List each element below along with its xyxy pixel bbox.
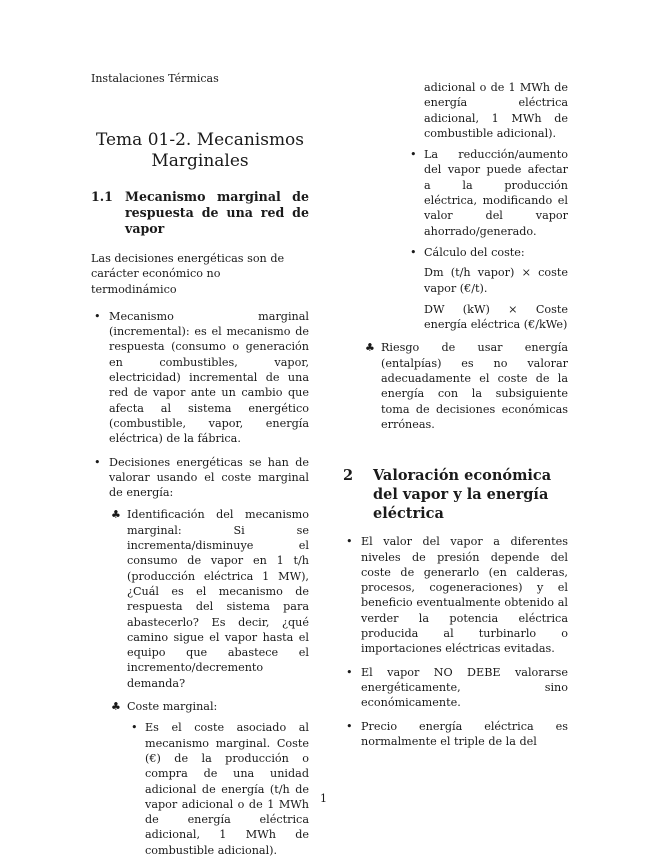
list-item <box>91 309 309 447</box>
sub-sub-list-item: • Es el coste asociado al mecanismo marginal. Coste (€) de la producción o compra de una unidad adicional de energía (t/h de vapor adicional o de 1 MWh de energía eléctrica adicional, 1 MWh de combustible adicional). <box>127 720 309 858</box>
section-heading-2 <box>343 466 568 523</box>
left-column <box>91 130 309 866</box>
list-item <box>91 455 309 858</box>
sub-sub-list <box>127 720 309 858</box>
section-title: Valoración económica del vapor y la energía eléctrica <box>373 467 552 523</box>
section-title: Mecanismo marginal de respuesta de una red de vapor <box>125 189 309 236</box>
calc-line-1: Dm (t/h vapor) × coste vapor (€/t). <box>424 266 568 295</box>
list-item-text: Precio energía eléctrica es normalmente el triple de la del <box>361 719 568 748</box>
sub-sub-list-item: • La reducción/aumento del vapor puede afectar a la producción eléctrica, modificando el valor del vapor ahorrado/generado. <box>406 147 568 239</box>
section-number: 1.1 <box>91 189 113 204</box>
page-number: 1 <box>320 792 327 805</box>
running-header: Instalaciones Térmicas <box>91 72 219 85</box>
club-bullet-icon: ♣ <box>365 341 375 355</box>
sub-sub-list-item-continued <box>406 80 568 141</box>
section-heading-1-1 <box>91 189 309 237</box>
sub-list <box>109 507 309 858</box>
calc-label: Cálculo del coste: <box>424 245 525 259</box>
club-bullet-icon: ♣ <box>111 700 121 714</box>
sub-list-item-text: Coste marginal: <box>127 700 218 714</box>
list-item-text: El vapor NO DEBE valorarse energéticamente, sino económicamente. <box>361 665 568 710</box>
list-item-text: Mecanismo marginal (incremental): es el mecanismo de respuesta (consumo o generación en combustibles, vapor, electricidad) incremental de una red de vapor ante un cambio que afecta al sistema energético (combustible, vapor, energía eléctrica) de la fábrica. <box>109 309 309 446</box>
right-column <box>343 80 568 757</box>
list-item <box>343 719 568 750</box>
sub-sub-list-item <box>406 245 568 332</box>
sub-sub-list-continued <box>406 80 568 332</box>
list-item <box>343 665 568 711</box>
section-2-bullet-list <box>343 534 568 749</box>
calc-line-2: DW (kW) × Coste energía eléctrica (€/kWe) <box>424 302 568 332</box>
continued-text: adicional o de 1 MWh de energía eléctrica adicional, 1 MWh de combustible adicional). <box>424 81 568 140</box>
page-title: Tema 01-2. Mecanismos Marginales <box>95 130 305 171</box>
risk-list <box>363 340 568 432</box>
sub-list-item <box>109 507 309 691</box>
intro-paragraph: Las decisiones energéticas son de carácter económico no termodinámico <box>91 252 285 296</box>
section-number: 2 <box>343 467 354 485</box>
club-bullet-icon: ♣ <box>111 508 121 522</box>
risk-text: Riesgo de usar energía (entalpías) es no valorar adecuadamente el coste de la energía con la subsiguiente toma de decisiones económicas erróneas. <box>381 341 568 431</box>
list-item <box>343 534 568 656</box>
sub-list-item-text: Identificación del mecanismo marginal: Si se incrementa/disminuye el consumo de vapor en 1 t/h (producción eléctrica 1 MW), ¿Cuál es el mecanismo de respuesta del sistema para abastecerlo? Es decir, ¿qué camino sigue el vapor hasta el equipo que abastece el incremento/decremento demanda? <box>127 508 309 690</box>
list-item-text: El valor del vapor a diferentes niveles de presión depende del coste de generarlo (en calderas, procesos, cogeneraciones) y el beneficio eventualmente obtenido al verder la potencia eléctrica producida al turbinarlo o importaciones eléctricas evitadas. <box>361 535 568 656</box>
bullet-list <box>91 309 309 858</box>
sub-list-item <box>109 699 309 858</box>
risk-item <box>363 340 568 432</box>
list-item-text: Decisiones energéticas se han de valorar usando el coste marginal de energía: <box>109 455 309 500</box>
